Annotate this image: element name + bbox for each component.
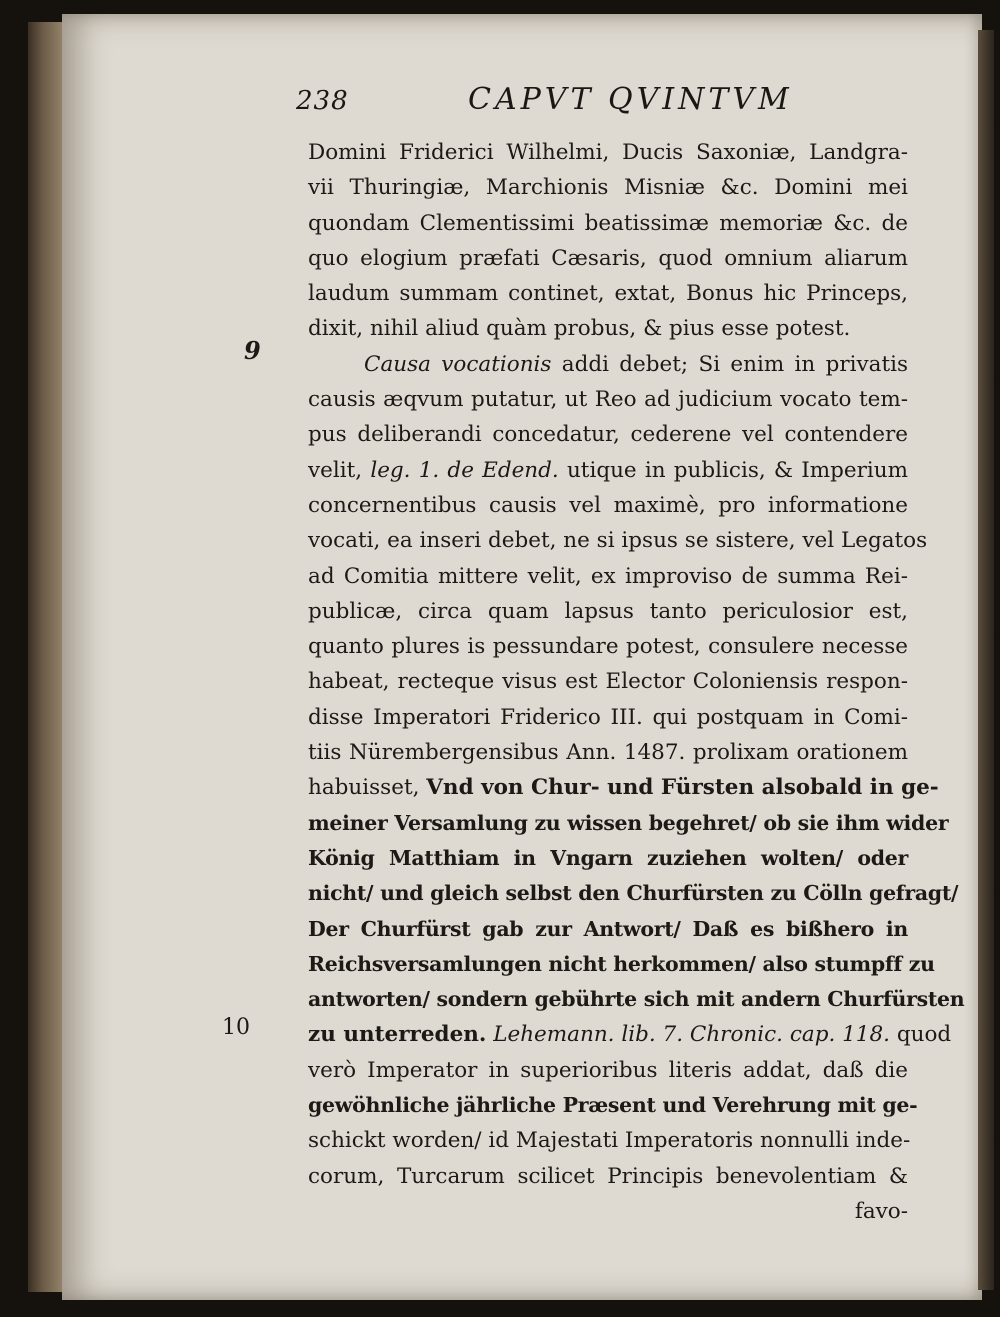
text-line: vocati, ea inseri debet, ne si ipsus se sistere, vel Legatos: [308, 528, 928, 554]
text-line: schickt worden/ id Majestati Imperatoris nonnulli inde-: [308, 1128, 911, 1154]
running-head: [0, 78, 1000, 128]
text-line: quo elogium præfati Cæsaris, quod omnium aliarum: [308, 245, 908, 271]
text-line: quanto plures is pessundare potest, consulere necesse: [308, 634, 908, 660]
text-line-fraktur: antworten/ sondern gebührte sich mit andern Churfürsten: [308, 987, 965, 1012]
text-line: ad Comitia mittere velit, ex improviso de summa Rei-: [308, 563, 908, 589]
text-line: concernentibus causis vel maximè, pro informatione: [308, 492, 908, 518]
book-edge-right: [978, 30, 994, 1290]
text-line: publicæ, circa quam lapsus tanto periculosior est,: [308, 598, 908, 624]
text-line: dixit, nihil aliud quàm probus, & pius esse potest.: [308, 316, 851, 342]
text-line: verò Imperator in superioribus literis addat, daß die: [308, 1057, 908, 1083]
text-line: velit, leg. 1. de Edend. utique in publicis, & Imperium: [308, 457, 908, 483]
text-line: zu unterreden. Lehemann. lib. 7. Chronic. cap. 118. quod: [308, 1022, 952, 1048]
chapter-title: CAPVT QVINTVM: [468, 82, 793, 117]
text-line-fraktur: nicht/ und gleich selbst den Churfürsten zu Cölln gefragt/: [308, 881, 959, 906]
text-line-fraktur: gewöhnliche jährliche Præsent und Verehrung mit ge-: [308, 1093, 918, 1118]
page-number: 238: [296, 86, 349, 116]
text-line: tiis Nürembergensibus Ann. 1487. prolixam orationem: [308, 740, 908, 766]
text-line: Domini Friderici Wilhelmi, Ducis Saxoniæ, Landgra-: [308, 140, 908, 165]
text-line-fraktur: König Matthiam in Vngarn zuziehen wolten/ oder: [308, 845, 908, 870]
marginal-number-9: 9: [244, 336, 261, 365]
text-line-fraktur: Der Churfürst gab zur Antwort/ Daß es bißhero in: [308, 916, 908, 941]
text-line: Causa vocationis addi debet; Si enim in privatis: [364, 351, 908, 377]
marginal-number-10: 10: [222, 1015, 250, 1040]
body-text: [308, 135, 965, 1229]
text-line: quondam Clementissimi beatissimæ memoriæ &c. de: [308, 210, 908, 236]
text-line-fraktur: meiner Versamlung zu wissen begehret/ ob sie ihm wider: [308, 810, 949, 835]
text-line: vii Thuringiæ, Marchionis Misniæ &c. Domini mei: [308, 175, 908, 201]
text-line: causis æqvum putatur, ut Reo ad judicium vocato tem-: [308, 387, 908, 413]
text-line: laudum summam continet, extat, Bonus hic Princeps,: [308, 281, 908, 307]
catchword: favo-: [854, 1198, 908, 1224]
text-line: habuisset, Vnd von Chur- und Fürsten alsobald in ge-: [308, 775, 939, 801]
text-line: pus deliberandi concedatur, cederene vel contendere: [308, 422, 908, 448]
text-line-fraktur: Reichsversamlungen nicht herkommen/ also stumpff zu: [308, 951, 935, 976]
text-line: habeat, recteque visus est Elector Coloniensis respon-: [308, 669, 908, 695]
text-line: corum, Turcarum scilicet Principis benevolentiam &: [308, 1163, 908, 1189]
text-line: disse Imperatori Friderico III. qui postquam in Comi-: [308, 704, 908, 730]
